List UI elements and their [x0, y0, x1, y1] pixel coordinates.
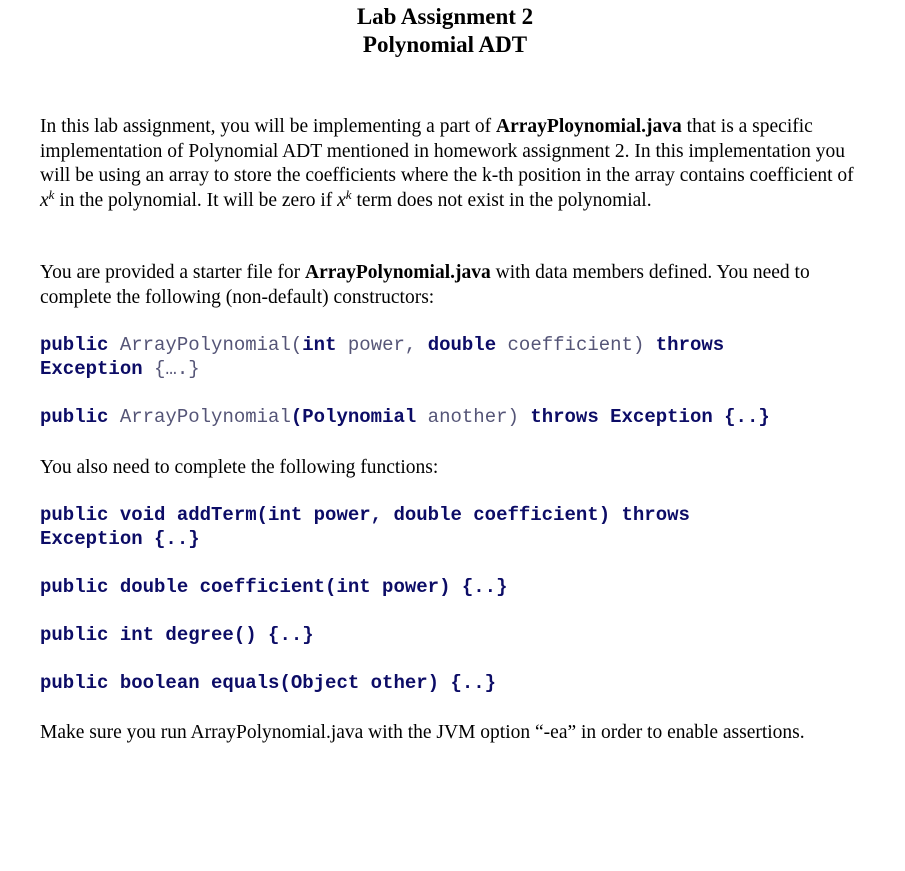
code-coefficient: public double coefficient(int power) {..}: [40, 576, 508, 598]
intro-text-1: In this lab assignment, you will be implementing a part of: [40, 116, 497, 137]
starter-text-1: You are provided a starter file for: [40, 262, 305, 283]
functions-paragraph: You also need to complete the following functions:: [40, 457, 439, 478]
intro-paragraph: [40, 115, 870, 213]
code-constructor-1: public ArrayPolynomial(int power, double coefficient) throws Exception {….}: [40, 334, 725, 380]
code-constructor-2: public ArrayPolynomial(Polynomial another) throws Exception {..}: [40, 406, 770, 428]
starter-paragraph: [40, 261, 870, 310]
code-degree: public int degree() {..}: [40, 624, 314, 646]
jvm-option-paragraph: Make sure you run ArrayPolynomial.java with the JVM option “-ea” in order to enable assertions.: [40, 722, 805, 743]
intro-text-2: that is a specific implementation of Polynomial ADT mentioned in homework assignment 2. In this implementation you will be using an array to store the coefficients where the k-th position in the array contains coefficient of: [40, 116, 854, 186]
intro-text-4: term does not exist in the polynomial.: [351, 189, 652, 211]
intro-text-3: in the polynomial. It will be zero if: [54, 189, 338, 211]
document-title: Lab Assignment 2: [356, 4, 534, 29]
starter-filename: ArrayPolynomial.java: [304, 262, 491, 283]
document-subtitle: Polynomial ADT: [362, 32, 528, 57]
math-x-k-1: $x^k$: [40, 186, 55, 211]
code-equals: public boolean equals(Object other) {..}: [40, 672, 497, 694]
math-x-k-2: $x^k$: [337, 186, 352, 211]
intro-filename: ArrayPloynomial.java: [496, 116, 682, 137]
code-addterm: public void addTerm(int power, double coefficient) throws Exception {..}: [40, 504, 690, 550]
starter-text-2: with data members defined. You need to complete the following (non-default) constructors:: [40, 262, 810, 308]
